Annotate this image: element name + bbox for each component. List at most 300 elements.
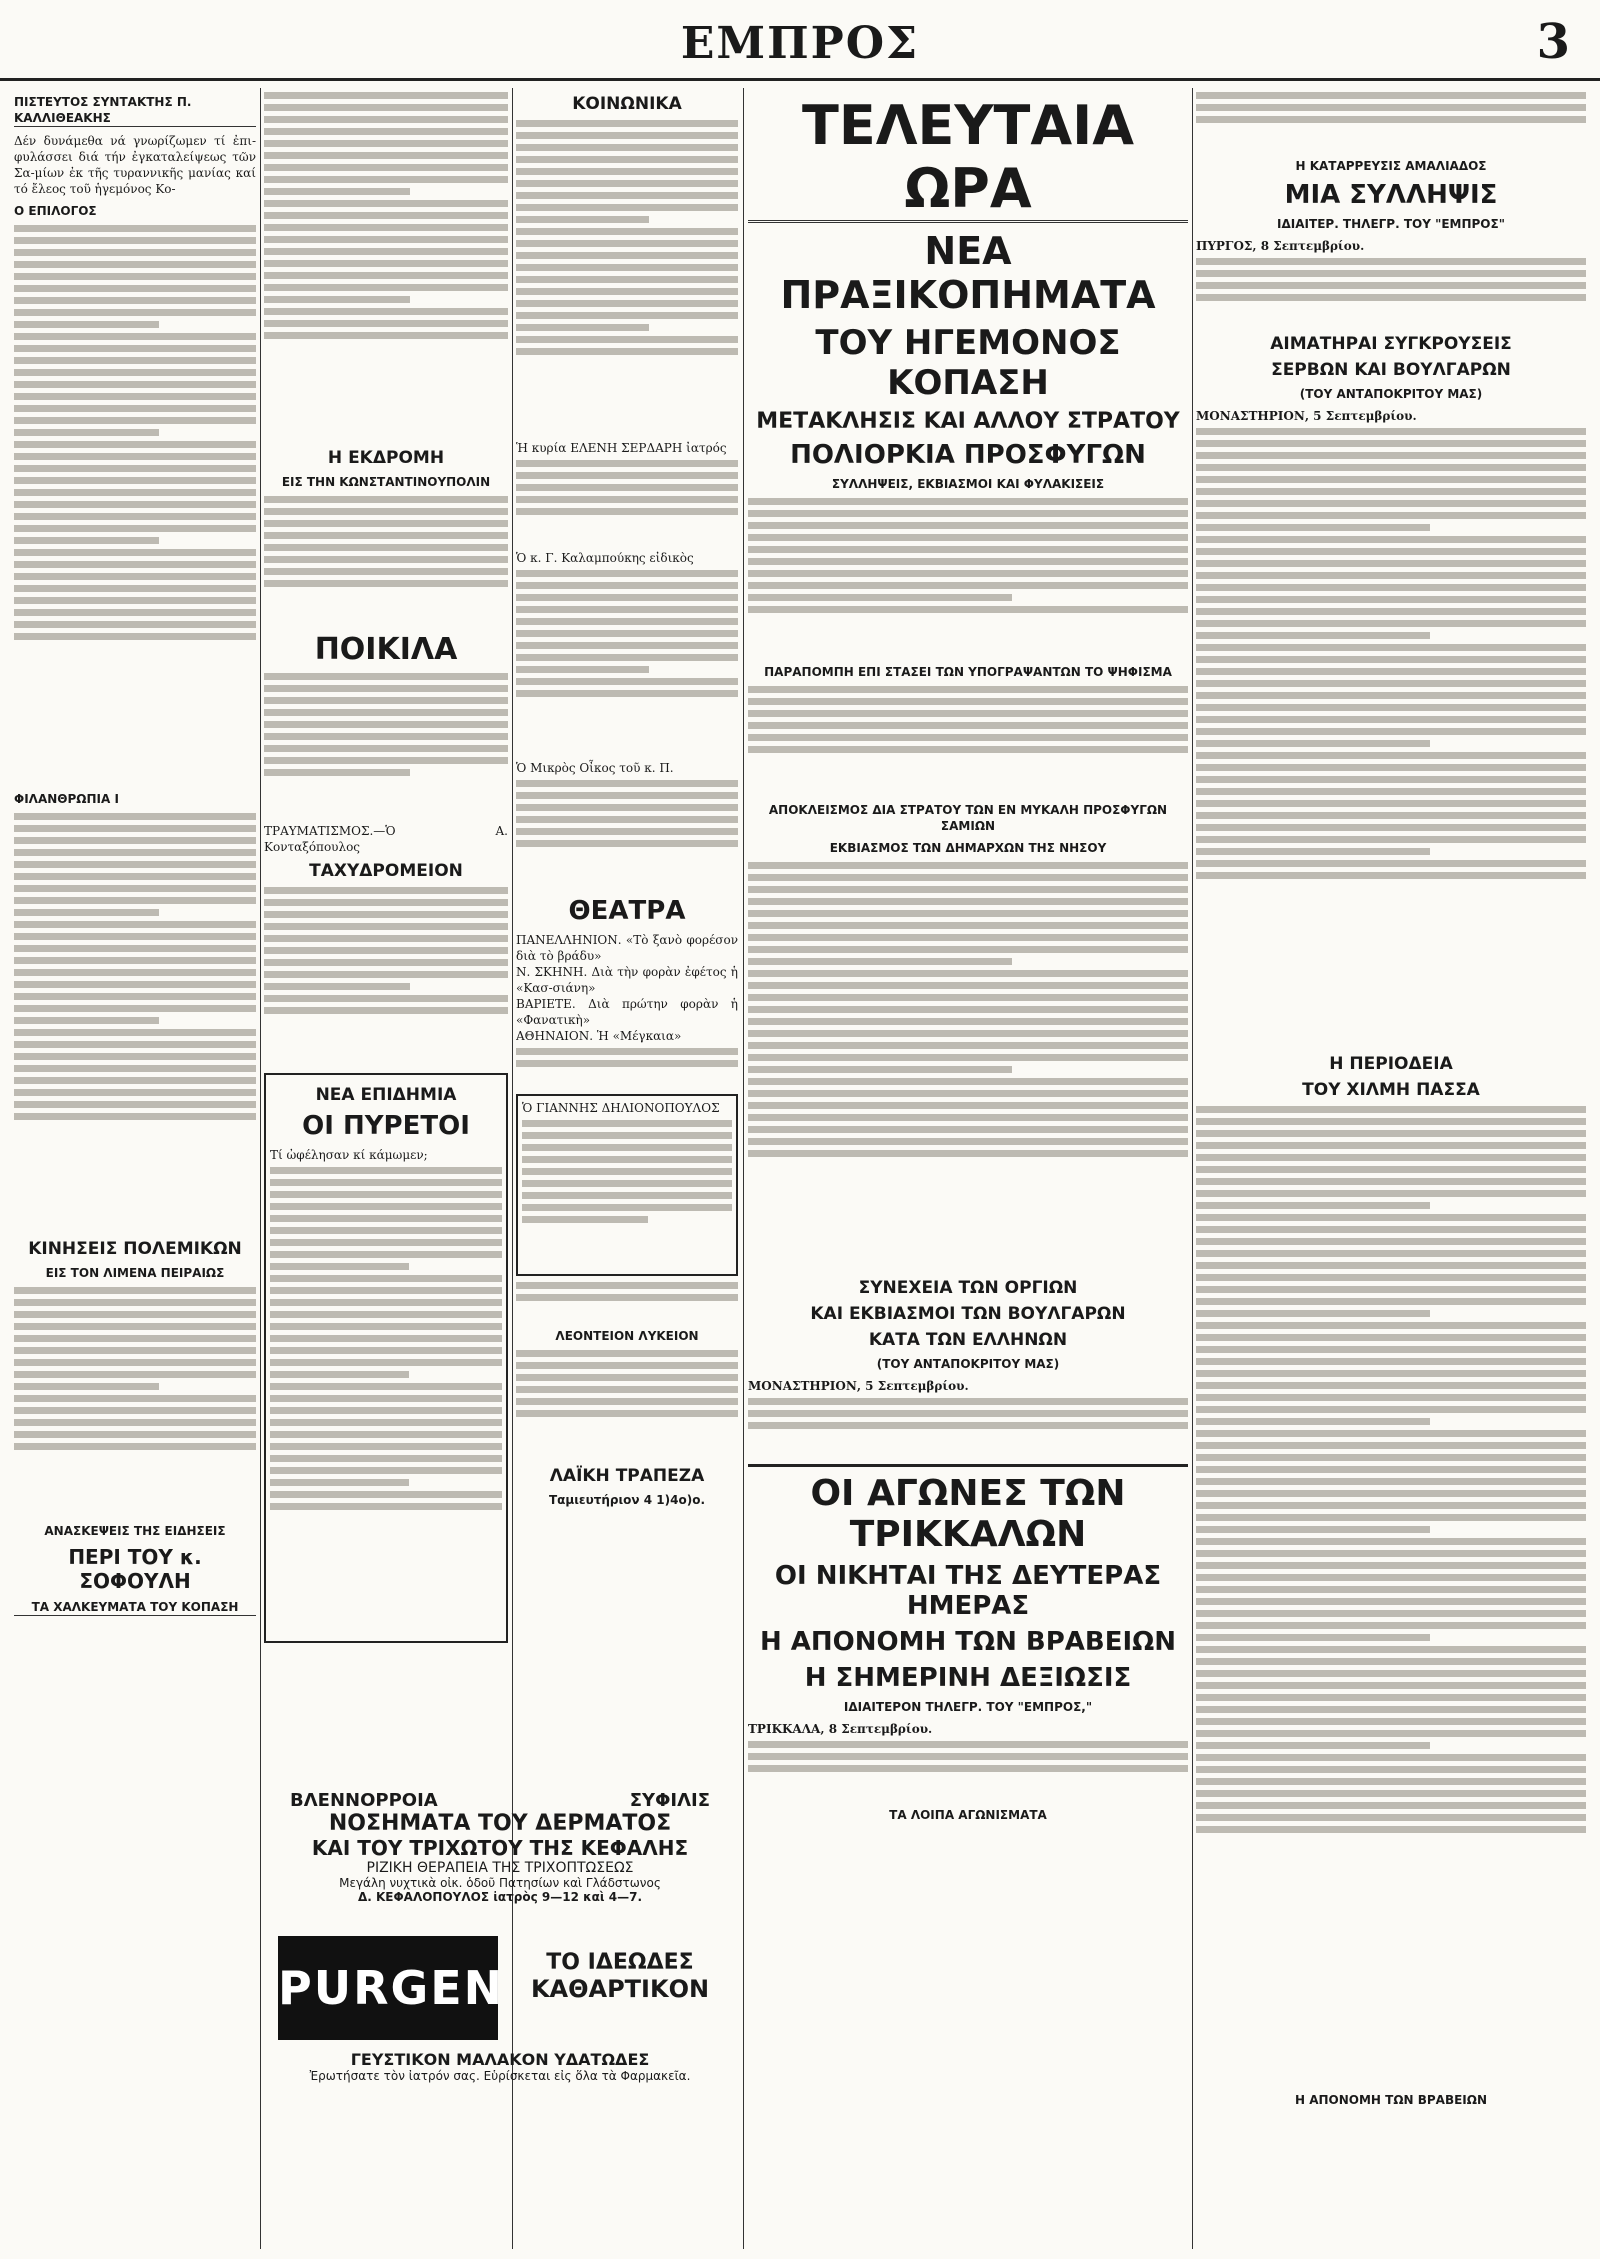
- text-line: [516, 348, 738, 355]
- text-line: [14, 513, 256, 520]
- text-line: [748, 1090, 1188, 1097]
- text-line: [14, 393, 256, 400]
- text-line: [270, 1407, 502, 1414]
- text-line: [14, 837, 256, 844]
- correspondent-line: (ΤΟΥ ΑΝΤΑΠΟΚΡΙΤΟΥ ΜΑΣ): [876, 1357, 1060, 1371]
- text-line: [14, 1407, 256, 1414]
- text-line: [14, 273, 256, 280]
- text-line: [516, 840, 738, 847]
- text-line: [1196, 1490, 1586, 1497]
- text-line: [270, 1503, 502, 1510]
- text-line: [14, 1101, 256, 1108]
- headline-theatra: ΘΕΑΤΡΑ: [568, 896, 686, 926]
- text-line: [516, 336, 738, 343]
- giannis-text: Ὁ ΓΙΑΝΝΗΣ ΔΗΛΙΟΝΟΠΟΥΛΟΣ: [522, 1101, 720, 1115]
- text-line: [1196, 572, 1586, 579]
- body-text-block: [748, 862, 1188, 1272]
- text-line: [14, 1335, 256, 1342]
- text-line: [14, 309, 256, 316]
- text-line: [14, 1029, 256, 1036]
- mikros-oikos: Ὁ Μικρὸς Οἶκος τοῦ κ. Π.: [516, 761, 674, 775]
- text-line: [14, 597, 256, 604]
- text-line: [14, 237, 256, 244]
- text-line: [516, 654, 738, 661]
- text-line: [748, 1765, 1188, 1772]
- headline-synexeia: ΣΥΝΕΧΕΙΑ ΤΩΝ ΟΡΓΙΩΝ: [858, 1278, 1078, 1298]
- text-line: [516, 484, 738, 491]
- monastirion-dateline: ΜΟΝΑΣΤΗΡΙΟΝ, 5 Σεπτεμβρίου.: [1196, 409, 1417, 423]
- headline-nea-epidimia: ΝΕΑ ΕΠΙΔΗΜΙΑ: [315, 1085, 457, 1105]
- text-line: [14, 873, 256, 880]
- headline-mia-syllipsis: ΜΙΑ ΣΥΛΛΗΨΙΣ: [1284, 180, 1498, 210]
- purgen-footer: [270, 2050, 730, 2083]
- text-line: [14, 477, 256, 484]
- text-line: [14, 501, 256, 508]
- text-line: [516, 192, 738, 199]
- text-line: [516, 816, 738, 823]
- subhead-xalkeymata: ΤΑ ΧΑΛΚΕΥΜΑΤΑ ΤΟΥ ΚΟΠΑΣΗ: [14, 1599, 256, 1616]
- text-line: [748, 862, 1188, 869]
- text-line: [264, 995, 508, 1002]
- theatre-athinaion: ΑΘΗΝΑΙΟΝ. Ἡ «Μέγκαια»: [516, 1029, 682, 1043]
- text-line: [1196, 848, 1430, 855]
- body-text-block: [264, 887, 508, 1067]
- text-line: [14, 369, 256, 376]
- text-line: [14, 333, 256, 340]
- text-line: [270, 1311, 502, 1318]
- text-line: [1196, 452, 1586, 459]
- text-line: [748, 934, 1188, 941]
- text-line: [1196, 1154, 1586, 1161]
- headline-parapompi: ΠΑΡΑΠΟΜΠΗ ΕΠΙ ΣΤΑΣΕΙ ΤΩΝ ΥΠΟΓΡΑΨΑΝΤΩΝ ΤΟ ΨΗΦΙΣΜΑ: [764, 665, 1172, 679]
- column-3: [516, 88, 738, 2249]
- text-line: [270, 1431, 502, 1438]
- text-line: [14, 849, 256, 856]
- text-line: [14, 969, 256, 976]
- text-line: [1196, 1646, 1586, 1653]
- epilogue-label: Ο ΕΠΙΛΟΓΟΣ: [14, 204, 97, 218]
- ad-riziki: ΡΙΖΙΚΗ ΘΕΡΑΠΕΙΑ ΤΗΣ ΤΡΙΧΟΠΤΩΣΕΩΣ: [366, 1860, 634, 1876]
- text-line: [270, 1323, 502, 1330]
- text-line: [1196, 620, 1586, 627]
- text-line: [264, 224, 508, 231]
- subhead-konst: ΕΙΣ ΤΗΝ ΚΩΝΣΤΑΝΤΙΝΟΥΠΟΛΙΝ: [281, 475, 491, 489]
- text-line: [270, 1179, 502, 1186]
- text-line: [14, 465, 256, 472]
- column-rule: [1192, 88, 1193, 2249]
- headline-lykeion: ΛΕΟΝΤΕΙΟΝ ΛΥΚΕΙΟΝ: [555, 1329, 699, 1343]
- text-line: [264, 899, 508, 906]
- text-line: [748, 958, 1012, 965]
- text-line: [516, 666, 649, 673]
- headline-kiniseis: ΚΙΝΗΣΕΙΣ ΠΟΛΕΜΙΚΩΝ: [28, 1239, 242, 1259]
- text-line: [270, 1263, 409, 1270]
- text-line: [14, 429, 159, 436]
- text-line: [270, 1191, 502, 1198]
- text-line: [1196, 1814, 1586, 1821]
- text-line: [1196, 608, 1586, 615]
- masthead: [0, 0, 1600, 81]
- text-line: [14, 813, 256, 820]
- text-line: [14, 1323, 256, 1330]
- text-line: [264, 236, 508, 243]
- idiaiteron-line: ΙΔΙΑΙΤΕΡ. ΤΗΛΕΓΡ. ΤΟΥ "ΕΜΠΡΟΣ": [1277, 217, 1505, 231]
- text-line: [748, 1150, 1188, 1157]
- text-line: [1196, 1202, 1430, 1209]
- text-line: [748, 922, 1188, 929]
- text-line: [264, 947, 508, 954]
- page-number: 3: [1536, 14, 1570, 70]
- headline-agones: ΟΙ ΑΓΩΝΕΣ ΤΩΝ ΤΡΙΚΚΑΛΩΝ: [748, 1464, 1188, 1555]
- text-line: [264, 128, 508, 135]
- text-line: [748, 746, 1188, 753]
- text-line: [270, 1227, 502, 1234]
- text-line: [516, 1398, 738, 1405]
- text-line: [748, 1410, 1188, 1417]
- text-line: [748, 1741, 1188, 1748]
- text-line: [14, 1359, 256, 1366]
- body-text-block: [1196, 1106, 1586, 2086]
- text-line: [264, 971, 508, 978]
- text-line: [14, 249, 256, 256]
- text-line: [1196, 1586, 1586, 1593]
- text-line: [264, 580, 508, 587]
- text-line: [14, 549, 256, 556]
- text-line: [14, 261, 256, 268]
- text-line: [748, 874, 1188, 881]
- text-line: [264, 733, 508, 740]
- text-line: [516, 1374, 738, 1381]
- text-line: [264, 1007, 508, 1014]
- text-line: [1196, 872, 1586, 879]
- text-line: [14, 1431, 256, 1438]
- text-line: [264, 212, 508, 219]
- text-line: [748, 582, 1188, 589]
- text-line: [516, 496, 738, 503]
- text-line: [14, 417, 256, 424]
- text-line: [522, 1120, 732, 1127]
- text-line: [14, 633, 256, 640]
- text-line: [264, 721, 508, 728]
- text-line: [1196, 258, 1586, 265]
- headline-ekdromi: Η ΕΚΔΡΟΜΗ: [327, 448, 445, 468]
- text-line: [264, 164, 508, 171]
- idiaiteron-line: ΙΔΙΑΙΤΕΡΟΝ ΤΗΛΕΓΡ. ΤΟΥ "ΕΜΠΡΟΣ,": [843, 1700, 1093, 1714]
- text-line: [14, 573, 256, 580]
- text-line: [748, 994, 1188, 1001]
- text-line: [264, 320, 508, 327]
- column-2: [264, 88, 508, 2249]
- text-line: [522, 1144, 732, 1151]
- text-line: [1196, 428, 1586, 435]
- text-line: [14, 945, 256, 952]
- headline-katarreusis: Η ΚΑΤΑΡΡΕΥΣΙΣ ΑΜΑΛΙΑΔΟΣ: [1295, 159, 1487, 173]
- text-line: [264, 673, 508, 680]
- text-line: [1196, 836, 1586, 843]
- text-line: [1196, 1298, 1586, 1305]
- text-line: [14, 1053, 256, 1060]
- text-line: [1196, 1502, 1586, 1509]
- text-line: [14, 1113, 256, 1120]
- text-line: [748, 1102, 1188, 1109]
- text-line: [264, 769, 410, 776]
- text-line: [14, 1311, 256, 1318]
- text-line: [1196, 1766, 1586, 1773]
- text-line: [264, 532, 508, 539]
- text-line: [1196, 1130, 1586, 1137]
- text-line: [14, 1419, 256, 1426]
- text-line: [1196, 1538, 1586, 1545]
- body-text-block: [748, 1398, 1188, 1458]
- text-line: [1196, 1346, 1586, 1353]
- text-line: [516, 252, 738, 259]
- text-line: [748, 982, 1188, 989]
- text-line: [270, 1395, 502, 1402]
- headline-aponomi: Η ΑΠΟΝΟΜΗ ΤΩΝ ΒΡΑΒΕΙΩΝ: [759, 1627, 1177, 1657]
- body-text-block: [748, 686, 1188, 796]
- text-line: [14, 1347, 256, 1354]
- body-text-block: [516, 1048, 738, 1088]
- text-line: [1196, 1454, 1586, 1461]
- text-line: [264, 520, 508, 527]
- text-line: [522, 1156, 732, 1163]
- text-line: [270, 1215, 502, 1222]
- text-line: [264, 544, 508, 551]
- text-line: [14, 897, 256, 904]
- pyrgos-dateline: ΠΥΡΓΟΣ, 8 Σεπτεμβρίου.: [1196, 239, 1365, 253]
- text-line: [264, 296, 410, 303]
- text-line: [1196, 1394, 1586, 1401]
- text-line: [14, 885, 256, 892]
- text-line: [270, 1383, 502, 1390]
- text-line: [1196, 632, 1430, 639]
- text-line: [1196, 92, 1586, 99]
- text-line: [14, 933, 256, 940]
- text-line: [1196, 812, 1586, 819]
- body-text-block: [748, 498, 1188, 658]
- text-line: [270, 1479, 409, 1486]
- text-line: [516, 642, 738, 649]
- text-line: [14, 993, 256, 1000]
- column-1: [14, 88, 256, 2249]
- text-line: [1196, 596, 1586, 603]
- text-line: [1196, 656, 1586, 663]
- text-line: [14, 825, 256, 832]
- text-line: [1196, 1742, 1430, 1749]
- text-line: [516, 1294, 738, 1301]
- text-line: [1196, 644, 1586, 651]
- text-line: [516, 508, 738, 515]
- text-line: [1196, 1706, 1586, 1713]
- text-line: [1196, 1622, 1586, 1629]
- text-line: [748, 886, 1188, 893]
- text-line: [1196, 1250, 1586, 1257]
- text-line: [516, 1350, 738, 1357]
- theatre-skini: Ν. ΣΚΗΝΗ. Διὰ τὴν φορὰν ἐφέτος ἡ «Κασ-σιάνη»: [516, 965, 738, 995]
- text-line: [1196, 824, 1586, 831]
- text-line: [1196, 282, 1586, 289]
- body-text-block: [270, 1167, 502, 1637]
- theatre-varietes: ΒΑΡΙΕΤΕ. Διὰ πρώτην φορὰν ἡ «Φανατικὴ»: [516, 997, 738, 1027]
- text-line: [14, 405, 256, 412]
- text-line: [516, 120, 738, 127]
- ad-doctor: Δ. ΚΕΦΑΛΟΠΟΥΛΟΣ ἰατρὸς 9—12 καὶ 4—7.: [357, 1890, 643, 1904]
- text-line: [748, 946, 1188, 953]
- text-line: [748, 698, 1188, 705]
- text-line: [748, 1078, 1188, 1085]
- text-line: [1196, 1478, 1586, 1485]
- text-line: [14, 1395, 256, 1402]
- text-line: [14, 285, 256, 292]
- body-text-block: [516, 1282, 738, 1322]
- text-line: [1196, 1226, 1586, 1233]
- text-line: [14, 1383, 159, 1390]
- text-line: [1196, 1670, 1586, 1677]
- subhead: ΦΙΛΑΝΘΡΩΠΙΑ Ι: [14, 792, 119, 806]
- text-line: [516, 1410, 738, 1417]
- text-line: [1196, 1406, 1586, 1413]
- text-line: [264, 983, 410, 990]
- headline-syllipseis: ΣΥΛΛΗΨΕΙΣ, ΕΚΒΙΑΣΜΟΙ ΚΑΙ ΦΥΛΑΚΙΣΕΙΣ: [831, 477, 1105, 491]
- text-line: [748, 1030, 1188, 1037]
- ad-to-ideodes: ΤΟ ΙΔΕΩΔΕΣ: [546, 1950, 694, 1975]
- text-line: [748, 570, 1188, 577]
- text-line: [14, 1041, 256, 1048]
- text-line: [748, 546, 1188, 553]
- pyretoi-box: [264, 1073, 508, 1643]
- text-line: [748, 1114, 1188, 1121]
- text-line: [1196, 464, 1586, 471]
- text-line: [748, 970, 1188, 977]
- text-line: [1196, 740, 1430, 747]
- text-line: [270, 1335, 502, 1342]
- text-line: [1196, 1118, 1586, 1125]
- body-text-block: [522, 1120, 732, 1270]
- text-line: [1196, 1610, 1586, 1617]
- author-line: ΠΙΣΤΕΥΤΟΣ ΣΥΝΤΑΚΤΗΣ Π. ΚΑΛΛΙΘΕΑΚΗΣ: [14, 94, 256, 127]
- text-line: [516, 618, 738, 625]
- text-line: [14, 345, 256, 352]
- text-line: [14, 561, 256, 568]
- column-rule: [743, 88, 744, 2249]
- text-line: [14, 1089, 256, 1096]
- headline-nikitai: ΟΙ ΝΙΚΗΤΑΙ ΤΗΣ ΔΕΥΤΕΡΑΣ ΗΜΕΡΑΣ: [774, 1561, 1162, 1621]
- text-line: [264, 959, 508, 966]
- headline-pyretoi: ΟΙ ΠΥΡΕΤΟΙ: [302, 1111, 470, 1141]
- text-line: [748, 606, 1188, 613]
- text-line: [748, 1018, 1188, 1025]
- text-line: [1196, 1382, 1586, 1389]
- text-line: [14, 441, 256, 448]
- text-line: [14, 381, 256, 388]
- purgen-logo: PURGEN: [278, 1936, 498, 2040]
- text-line: [270, 1167, 502, 1174]
- text-line: [1196, 488, 1586, 495]
- text-line: [748, 510, 1188, 517]
- headline-poliorkia: ΠΟΛΙΟΡΚΙΑ ΠΡΟΣΦΥΓΩΝ: [790, 440, 1146, 470]
- text-line: [264, 284, 508, 291]
- theatre-panellinion: ΠΑΝΕΛΛΗΝΙΟΝ. «Τὸ ξανὸ φορέσον διὰ τὸ βράδυ»: [516, 933, 738, 963]
- text-line: [748, 898, 1188, 905]
- ad-kathartikon: ΚΑΘΑΡΤΙΚΟΝ: [530, 1975, 710, 2003]
- eleni-serdari: Ἡ κυρία ΕΛΕΝΗ ΣΕΡΔΑΡΗ ἰατρός: [516, 441, 727, 455]
- text-line: [14, 537, 159, 544]
- text-line: [516, 1362, 738, 1369]
- text-line: [516, 228, 738, 235]
- text-line: [264, 685, 508, 692]
- text-line: [1196, 788, 1586, 795]
- text-line: [264, 757, 508, 764]
- text-line: [270, 1287, 502, 1294]
- text-line: [14, 1065, 256, 1072]
- text-line: [748, 722, 1188, 729]
- text-line: [522, 1168, 732, 1175]
- headline-kata-ellinon: ΚΑΤΑ ΤΩΝ ΕΛΛΗΝΩΝ: [868, 1330, 1068, 1350]
- text-line: [1196, 524, 1430, 531]
- text-line: [264, 911, 508, 918]
- text-line: [748, 558, 1188, 565]
- ad-address: Μεγάλη νυχτικὰ οἰκ. ὁδοῦ Πατησίων καὶ Γλάδστωνος: [339, 1876, 661, 1890]
- text-line: [1196, 1286, 1586, 1293]
- text-line: [748, 910, 1188, 917]
- text-line: [264, 556, 508, 563]
- text-line: [1196, 1754, 1586, 1761]
- text-line: [516, 144, 738, 151]
- traumatismos-text: ΤΡΑΥΜΑΤΙΣΜΟΣ.—Ὁ Α. Κονταξόπουλος: [264, 824, 508, 854]
- text-line: [748, 1422, 1188, 1429]
- text-line: [748, 522, 1188, 529]
- text-line: [14, 621, 256, 628]
- text-line: [516, 264, 738, 271]
- text-line: [516, 594, 738, 601]
- text-line: [516, 1282, 738, 1289]
- body-text-block: [1196, 258, 1586, 328]
- text-line: [264, 745, 508, 752]
- text-line: [1196, 476, 1586, 483]
- text-line: [516, 276, 738, 283]
- text-line: [264, 248, 508, 255]
- body-text-block: [516, 570, 738, 760]
- text-line: [522, 1180, 732, 1187]
- text-line: [1196, 1142, 1586, 1149]
- text-line: [516, 828, 738, 835]
- headline-koinonika: ΚΟΙΝΩΝΙΚΑ: [572, 94, 682, 114]
- headline-simerini: Η ΣΗΜΕΡΙΝΗ ΔΕΞΙΩΣΙΣ: [804, 1663, 1132, 1693]
- headline-apokleismos: ΑΠΟΚΛΕΙΣΜΟΣ ΔΙΑ ΣΤΡΑΤΟΥ ΤΩΝ ΕΝ ΜΥΚΑΛΗ ΠΡΟΣΦΥΓΩΝ ΣΑΜΙΩΝ: [768, 803, 1168, 833]
- text-line: [264, 272, 508, 279]
- article-intro: Δέν δυνάμεθα νά γνωρίζωμεν τί ἐπι-φυλάσσει διά τήν ἐγκαταλείψεως τῶν Σα-μίων ἐκ τῆς τυραννικῆς μανίας καί τό ἔλεος τοῦ ἡγεμόνος Κο-: [14, 134, 256, 196]
- purgen-advert: [510, 1950, 730, 2003]
- text-line: [264, 116, 508, 123]
- text-line: [748, 734, 1188, 741]
- text-line: [270, 1203, 502, 1210]
- subhead-limena: ΕΙΣ ΤΟΝ ΛΙΜΕΝΑ ΠΕΙΡΑΙΩΣ: [45, 1266, 225, 1280]
- body-text-block: [516, 1350, 738, 1460]
- text-line: [1196, 1238, 1586, 1245]
- text-line: [1196, 1310, 1430, 1317]
- ad-syfilis: ΣΥΦΙΛΙΣ: [629, 1790, 710, 1811]
- text-line: [748, 686, 1188, 693]
- medical-advert: [270, 1790, 730, 1904]
- text-line: [1196, 1178, 1586, 1185]
- text-line: [264, 260, 508, 267]
- text-line: [516, 132, 738, 139]
- text-line: [264, 568, 508, 575]
- text-line: [748, 1006, 1188, 1013]
- text-line: [516, 582, 738, 589]
- text-line: [1196, 1514, 1586, 1521]
- text-line: [516, 780, 738, 787]
